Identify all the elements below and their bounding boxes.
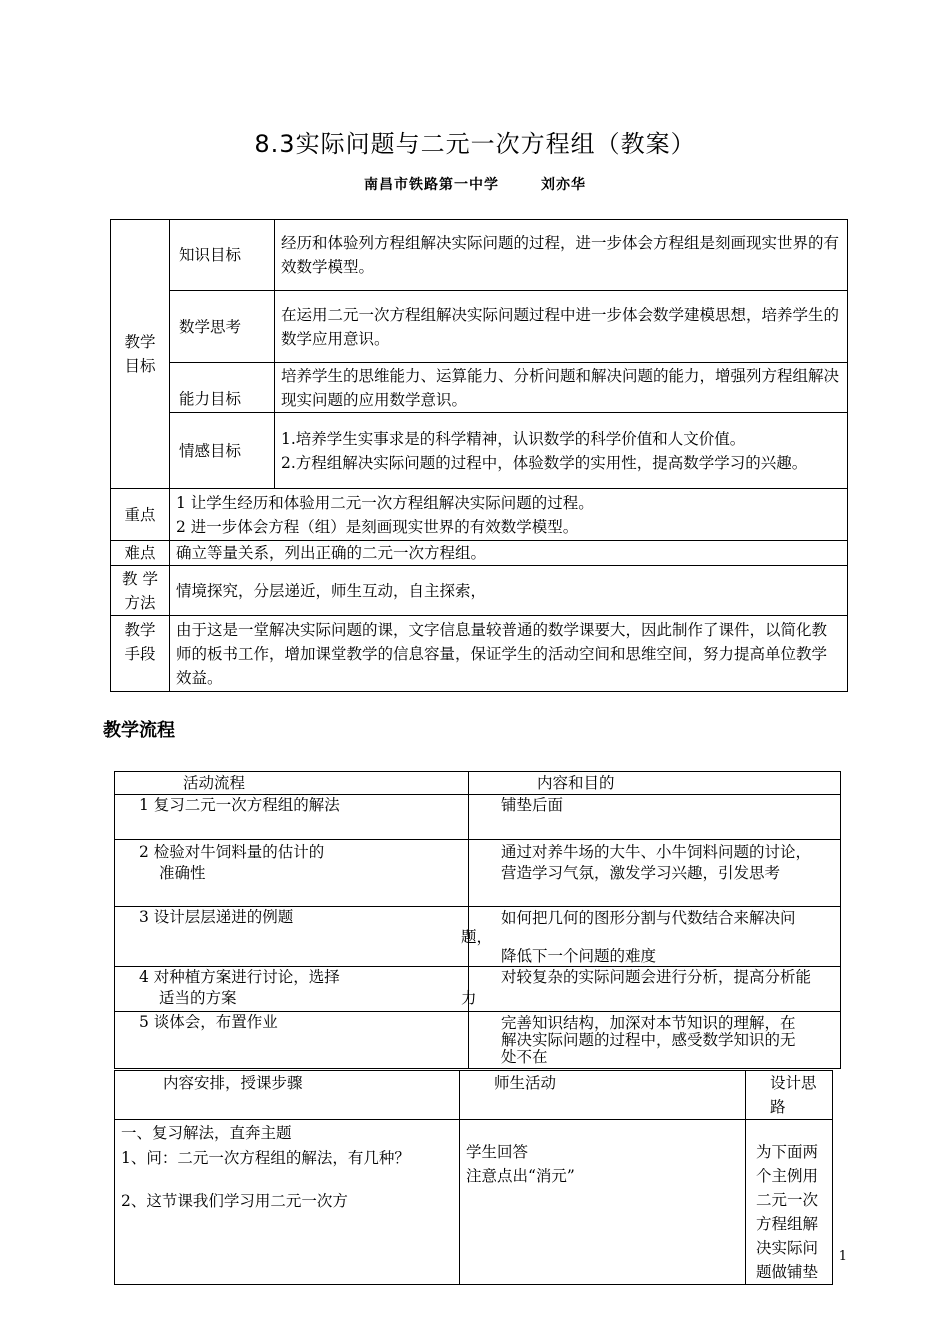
flow-step-line: 5 谈体会，布置作业 [139, 1013, 278, 1031]
flow-row [115, 840, 841, 907]
goal-row-emotion [111, 413, 848, 489]
flow-purpose-wrap: 力 [461, 989, 477, 1007]
flow-step-line: 适当的方案 [159, 989, 237, 1007]
author-school: 南昌市铁路第一中学 [364, 177, 499, 193]
plan-activity-line: 注意点出“消元” [466, 1167, 575, 1185]
difficulty-text: 确立等量关系，列出正确的二元一次方程组。 [170, 541, 848, 566]
goals-group-label-line1: 教学 [124, 333, 156, 351]
flow-purpose-line: 通过对养牛场的大牛、小牛饲料问题的讨论， [501, 843, 812, 861]
flow-purpose-line: 营造学习气氛，激发学习兴趣，引发思考 [501, 864, 781, 882]
plan-content-line: 一、复习解法，直奔主题 [121, 1124, 292, 1142]
goal-text [275, 413, 848, 489]
flow-purpose [469, 795, 841, 840]
author-line [0, 174, 950, 194]
difficulty-row [111, 541, 848, 566]
method-label [111, 566, 170, 616]
teaching-goals-table [110, 219, 848, 692]
plan-content [115, 1120, 460, 1285]
plan-activity-line: 学生回答 [466, 1143, 529, 1161]
means-label-line2: 手段 [124, 645, 156, 663]
flow-row [115, 1012, 841, 1069]
flow-purpose-wrap: 题， [461, 928, 493, 946]
means-label [111, 616, 170, 692]
key-points-label: 重点 [111, 489, 170, 541]
method-text: 情境探究，分层递近，师生互动，自主探索， [170, 566, 848, 616]
flow-header-purpose: 内容和目的 [469, 772, 841, 795]
means-label-line1: 教学 [124, 621, 156, 639]
key-points-row [111, 489, 848, 541]
goals-group-label-line2: 目标 [124, 357, 156, 375]
flow-purpose-line: 对较复杂的实际问题会进行分析，提高分析能 [501, 968, 812, 986]
flow-step-line: 1 复习二元一次方程组的解法 [139, 796, 340, 814]
flow-step [115, 907, 469, 967]
plan-design: 为下面两个主例用二元一次方程组解决实际问题做铺垫 [746, 1120, 833, 1285]
plan-header-activity: 师生活动 [460, 1071, 746, 1120]
means-text: 由于这是一堂解决实际问题的课，文字信息量较普通的数学课要大，因此制作了课件，以简化教师的板书工作，增加课堂教学的信息容量，保证学生的活动空间和思维空间，努力提高单位教学效益。 [170, 616, 848, 692]
goal-label: 数学思考 [170, 291, 275, 363]
flow-purpose-line: 降低下一个问题的难度 [501, 947, 657, 965]
page-title: 8.3实际问题与二元一次方程组（教案） [254, 130, 696, 158]
goal-text: 经历和体验列方程组解决实际问题的过程，进一步体会方程组是刻画现实世界的有效数学模型。 [275, 220, 848, 291]
lesson-plan-table [114, 1070, 833, 1285]
flow-step-line: 2 检验对牛饲料量的估计的 [139, 843, 325, 861]
flow-step [115, 840, 469, 907]
plan-row [115, 1120, 833, 1285]
flow-row [115, 907, 841, 967]
plan-content-line: 2、这节课我们学习用二元一次方 [121, 1192, 348, 1210]
goal-label: 情感目标 [170, 413, 275, 489]
goal-label: 能力目标 [170, 363, 275, 413]
flow-step-line: 4 对种植方案进行讨论，选择 [139, 968, 340, 986]
flow-purpose [461, 967, 841, 1012]
flow-row [115, 795, 841, 840]
flow-purpose [469, 840, 841, 907]
plan-header-design: 设计思路 [746, 1071, 833, 1120]
page-number: 1 [838, 1249, 847, 1264]
goal-row-knowledge [111, 220, 848, 291]
plan-header-content: 内容安排，授课步骤 [115, 1071, 460, 1120]
goal-row-ability [111, 363, 848, 413]
flow-purpose-line: 铺垫后面 [501, 796, 564, 814]
goals-group-label [111, 220, 170, 489]
activity-flow-table [114, 771, 841, 1069]
key-points-text [170, 489, 848, 541]
plan-header-row [115, 1071, 833, 1120]
author-name: 刘亦华 [541, 177, 586, 193]
means-row [111, 616, 848, 692]
flow-step [115, 1012, 469, 1069]
method-row [111, 566, 848, 616]
flow-purpose [469, 1012, 841, 1069]
flow-step [115, 967, 469, 1012]
flow-header-row [115, 772, 841, 795]
goal-text: 培养学生的思维能力、运算能力、分析问题和解决问题的能力，增强列方程组解决现实问题的应用数学意识。 [275, 363, 848, 413]
flow-row [115, 967, 841, 1012]
plan-activity [460, 1120, 746, 1285]
goal-row-thinking [111, 291, 848, 363]
flow-purpose-line: 处不在 [501, 1048, 548, 1066]
key-point-line: 1 让学生经历和体验用二元一次方程组解决实际问题的过程。 [176, 493, 594, 512]
goal-text: 在运用二元一次方程组解决实际问题过程中进一步体会数学建模思想，培养学生的数学应用意识。 [275, 291, 848, 363]
goal-text-line: 1.培养学生实事求是的科学精神，认识数学的科学价值和人文价值。 [281, 429, 746, 448]
flow-step [115, 795, 469, 840]
flow-purpose-line: 解决实际问题的过程中，感受数学知识的无 [501, 1031, 796, 1049]
flow-purpose-line: 完善知识结构，加深对本节知识的理解，在 [501, 1014, 796, 1032]
method-label-line1: 教 学 [122, 569, 158, 588]
flow-step-line: 3 设计层层递进的例题 [139, 908, 294, 926]
plan-content-line: 1、问：二元一次方程组的解法，有几种？ [121, 1149, 410, 1167]
method-label-line2: 方法 [124, 593, 156, 612]
goal-label: 知识目标 [170, 220, 275, 291]
flow-purpose [461, 907, 841, 967]
flow-header-process: 活动流程 [115, 772, 469, 795]
key-point-line: 2 进一步体会方程（组）是刻画现实世界的有效数学模型。 [176, 517, 579, 536]
goal-text-line: 2.方程组解决实际问题的过程中，体验数学的实用性，提高数学学习的兴趣。 [281, 453, 808, 472]
flow-step-line: 准确性 [159, 864, 206, 882]
difficulty-label: 难点 [111, 541, 170, 566]
flow-purpose-line: 如何把几何的图形分割与代数结合来解决问 [501, 909, 796, 927]
flow-heading: 教学流程 [103, 720, 175, 741]
